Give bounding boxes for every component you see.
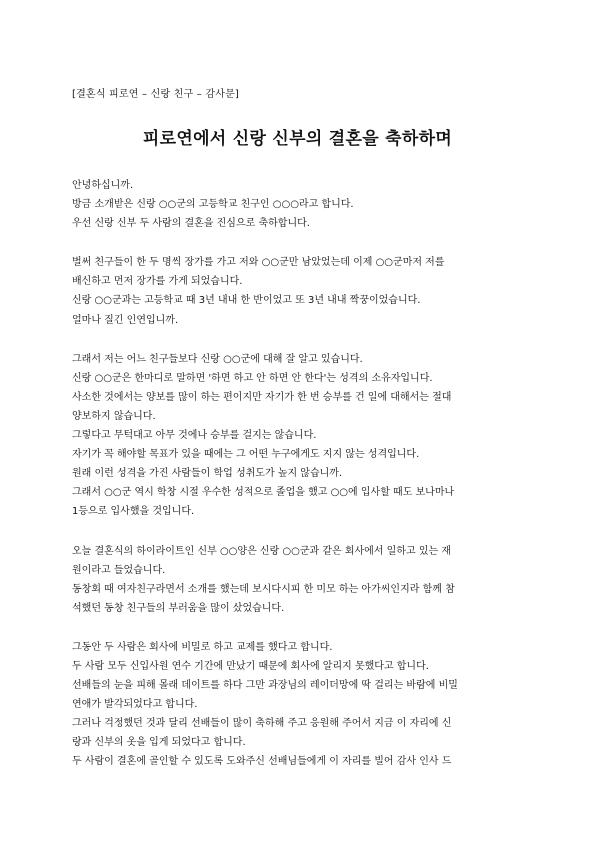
text-line: 신랑 ○○군은 한마디로 말하면 '하면 하고 안 하면 안 한다'는 성격의 소유자입니다. [72, 372, 433, 384]
text-line: 안녕하십니까. [72, 180, 134, 191]
text-line: 원래 이런 성격을 가진 사람들이 학업 성취도가 높지 않습니까. [72, 468, 343, 480]
paragraph [72, 542, 524, 618]
text-line: 두 사람 모두 신입사원 연수 기간에 만났기 때문에 회사에 알리지 못했다고 합니다. [72, 660, 429, 672]
text-line: 오늘 결혼식의 하이라이트인 신부 ○○양은 신랑 ○○군과 같은 회사에서 일하고 있는 재 [72, 545, 451, 557]
text-line: 두 사람이 결혼에 골인할 수 있도록 도와주신 선배님들에게 이 자리를 빌어 감사 인사 드 [72, 756, 452, 768]
paragraph [72, 176, 524, 233]
text-line: 동창회 때 여자친구라면서 소개를 했는데 보시다시피 한 미모 하는 아가씨인지라 함께 참 [72, 583, 455, 595]
text-line: 벌써 친구들이 한 두 명씩 장가를 가고 저와 ○○군만 남았었는데 이제 ○○군마저 저를 [72, 257, 445, 269]
text-line: 신랑 ○○군과는 고등학교 때 3년 내내 한 반이었고 또 3년 내내 짝꿍이었습니다. [72, 295, 421, 307]
paragraph [72, 350, 524, 522]
text-line: 그래서 저는 어느 친구들보다 신랑 ○○군에 대해 잘 알고 있습니다. [72, 353, 363, 365]
text-line: 자기가 꼭 해야할 목표가 있을 때에는 그 어떤 누구에게도 지지 않는 성격입니다. [72, 449, 420, 461]
text-line: 랑과 신부의 옷을 입게 되었다고 합니다. [72, 737, 246, 749]
text-line: 방금 소개받은 신랑 ○○군의 고등학교 친구인 ○○○라고 합니다. [72, 199, 354, 211]
text-line: 1등으로 입사했을 것입니다. [72, 506, 195, 518]
text-line: 연애가 발각되었다고 합니다. [72, 699, 198, 711]
document-category-tag: [결혼식 피로연 – 신랑 친구 – 감사문] [72, 89, 240, 100]
text-line: 그동안 두 사람은 회사에 비밀로 하고 교제를 했다고 합니다. [72, 641, 333, 653]
text-line: 얼마나 질긴 인연입니까. [72, 314, 179, 326]
text-line: 사소한 것에서는 양보를 많이 하는 편이지만 자기가 한 번 승부를 건 일에 대해서는 절대 [72, 391, 452, 403]
text-line: 선배들의 눈을 피해 몰래 데이트를 하다 그만 과장님의 레이더망에 딱 걸리는 바람에 비밀 [72, 680, 458, 692]
text-line: 원이라고 들었습니다. [72, 564, 166, 576]
text-line: 석했던 동창 친구들의 부러움을 많이 샀었습니다. [72, 602, 285, 614]
text-line: 그러나 걱정했던 것과 달리 선배들이 많이 축하해 주고 응원해 주어서 지금 이 자리에 신 [72, 718, 452, 730]
text-line: 우선 신랑 신부 두 사람의 결혼을 진심으로 축하합니다. [72, 218, 310, 230]
page-title: 피로연에서 신랑 신부의 결혼을 축하하며 [142, 129, 453, 149]
paragraph [72, 253, 524, 329]
text-line: 양보하지 않습니다. [72, 410, 156, 422]
text-line: 그래서 ○○군 역시 학창 시절 우수한 성적으로 졸업을 했고 ○○에 입사할 때도 보나마나 [72, 487, 455, 499]
document-body [72, 176, 524, 792]
paragraph [72, 638, 524, 772]
text-line: 배신하고 먼저 장가를 가게 되었습니다. [72, 276, 243, 288]
text-line: 그렇다고 무턱대고 아무 것에나 승부를 걸지는 않습니다. [72, 430, 317, 442]
